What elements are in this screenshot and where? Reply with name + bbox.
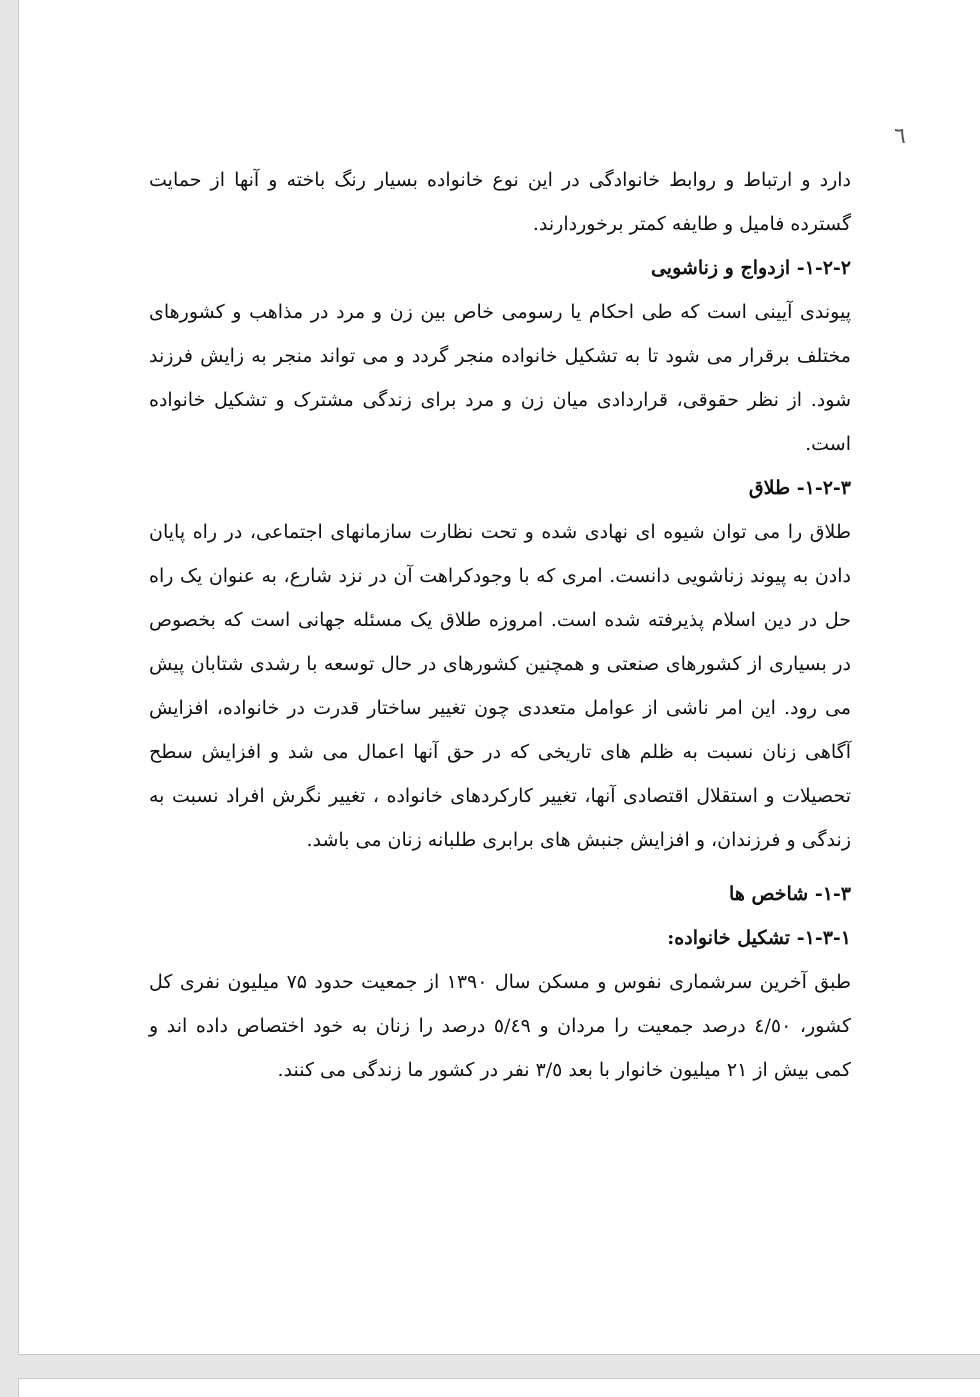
page-content: [149, 158, 851, 1092]
next-page-edge: [18, 1378, 980, 1397]
marriage-paragraph: پیوندی آیینی است که طی احکام یا رسومی خاص بین زن و مرد در مذاهب و کشورهای مختلف برقرار می شود تا به تشکیل خانواده منجر گردد و می تواند منجر به زایش فرزند شود. از نظر حقوقی، قراردادی میان زن و مرد برای زندگی مشترک و تشکیل خانواده است.: [149, 301, 851, 455]
family-formation-paragraph: طبق آخرین سرشماری نفوس و مسکن سال ۱۳۹۰ از جمعیت حدود ۷۵ میلیون نفری کل کشور، ٤/٥٠ درصد جمعیت را مردان و ٥/٤٩ درصد را زنان به خود اختصاص داده اند و کمی بیش از ۲۱ میلیون خانوار با بعد ۳/٥ نفر در کشور ما زندگی می کنند.: [149, 971, 851, 1081]
section-gap: [149, 862, 851, 872]
page-number: ٦: [894, 124, 906, 149]
heading-family-formation: ۱-۳-۱- تشکیل خانواده:: [667, 927, 851, 949]
heading-indicators: ۱-۳- شاخص ها: [729, 883, 851, 905]
heading-divorce: ۱-۲-۳- طلاق: [748, 477, 851, 499]
divorce-paragraph: طلاق را می توان شیوه ای نهادی شده و تحت نظارت سازمانهای اجتماعی، در راه پایان دادن به پیوند زناشویی دانست. امری که با وجودکراهت آن در نزد شارع، به عنوان یک راه حل در دین اسلام پذیرفته شده است. امروزه طلاق یک مسئله جهانی است که بخصوص در بسیاری از کشورهای صنعتی و همچنین کشورهای در حال توسعه با رشدی شتابان پیش می رود. این امر ناشی از عوامل متعددی چون تغییر ساختار قدرت در خانواده، افزایش آگاهی زنان نسبت به ظلم های تاریخی که در حق آنها اعمال می شد و افزایش سطح تحصیلات و استقلال اقتصادی آنها، تغییر کارکردهای خانواده ، تغییر نگرش افراد نسبت به زندگی و فرزندان، و افزایش جنبش های برابری طلبانه زنان می باشد.: [149, 521, 851, 851]
heading-marriage: ۱-۲-۲- ازدواج و زناشویی: [650, 257, 851, 279]
intro-paragraph: دارد و ارتباط و روابط خانوادگی در این نوع خانواده بسیار رنگ باخته و آنها از حمایت گسترده فامیل و طایفه کمتر برخوردارند.: [149, 169, 851, 235]
document-page: [18, 0, 980, 1355]
